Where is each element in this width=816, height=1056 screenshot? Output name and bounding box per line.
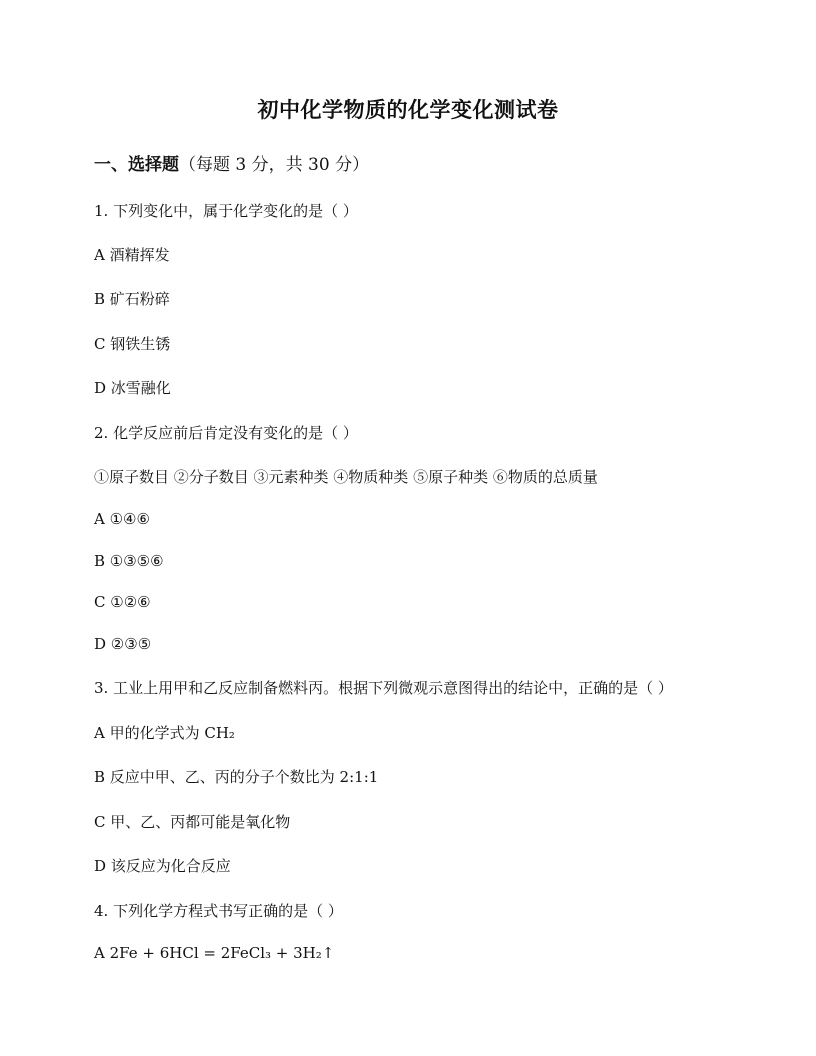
question-2-stem: 2. 化学反应前后肯定没有变化的是（ ） [94,424,358,442]
question-2-option-c: C ①②⑥ [94,593,151,611]
question-2-items: ①原子数目 ②分子数目 ③元素种类 ④物质种类 ⑤原子种类 ⑥物质的总质量 [94,468,598,486]
question-3-option-d: D 该反应为化合反应 [94,857,231,875]
question-4-stem: 4. 下列化学方程式书写正确的是（ ） [94,902,343,920]
question-2-option-d: D ②③⑤ [94,635,152,653]
question-4-option-a: A 2Fe + 6HCl = 2FeCl₃ + 3H₂↑ [94,944,335,962]
question-3-option-b: B 反应中甲、乙、丙的分子个数比为 2:1:1 [94,768,379,786]
question-1-option-a: A 酒精挥发 [94,246,170,264]
page-title: 初中化学物质的化学变化测试卷 [257,97,559,122]
question-2-option-b: B ①③⑤⑥ [94,552,164,570]
section-heading-label: 一、选择题 [94,155,179,175]
question-3-option-c: C 甲、乙、丙都可能是氧化物 [94,813,291,831]
question-3-stem: 3. 工业上用甲和乙反应制备燃料丙。根据下列微观示意图得出的结论中，正确的是（ ） [94,679,673,697]
question-3-option-a: A 甲的化学式为 CH₂ [94,724,235,742]
section-heading [94,150,369,175]
question-1-option-d: D 冰雪融化 [94,379,171,397]
question-1-option-c: C 钢铁生锈 [94,335,171,353]
question-1-stem: 1. 下列变化中，属于化学变化的是（ ） [94,202,358,220]
question-1-option-b: B 矿石粉碎 [94,290,170,308]
question-2-option-a: A ①④⑥ [94,510,150,528]
section-heading-note: （每题 3 分，共 30 分） [179,155,370,175]
